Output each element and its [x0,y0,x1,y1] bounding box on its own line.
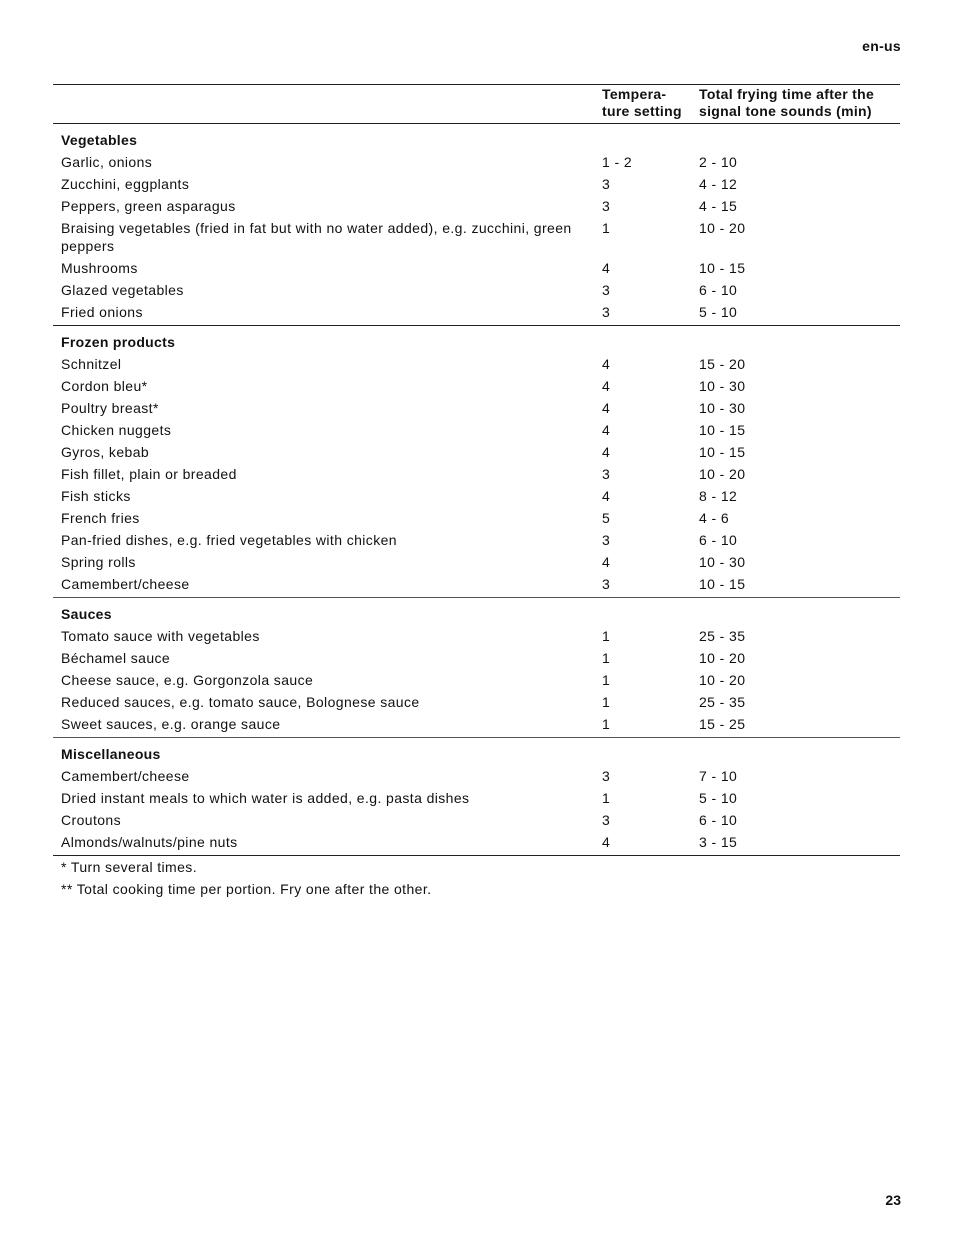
table-row [53,399,900,421]
table-section [53,738,900,856]
frying-table [53,84,900,856]
time-cell: 4 - 6 [699,510,730,526]
header-temperature-line1: Tempera- [602,86,667,102]
page-number: 23 [885,1192,901,1208]
food-cell: Garlic, onions [61,154,153,170]
temperature-cell: 3 [602,466,611,482]
food-cell: Reduced sauces, e.g. tomato sauce, Bolognese sauce [61,694,420,710]
food-cell: Béchamel sauce [61,650,171,666]
food-cell: Cheese sauce, e.g. Gorgonzola sauce [61,672,314,688]
table-row [53,355,900,377]
table-row [53,531,900,553]
time-cell: 6 - 10 [699,282,738,298]
table-row [53,303,900,325]
food-cell: Dried instant meals to which water is added, e.g. pasta dishes [61,790,470,806]
footnote: ** Total cooking time per portion. Fry one after the other. [61,881,432,897]
time-cell: 7 - 10 [699,768,738,784]
time-cell: 15 - 25 [699,716,746,732]
temperature-cell: 1 - 2 [602,154,633,170]
temperature-cell: 4 [602,554,611,570]
table-row [53,175,900,197]
food-cell: Pan-fried dishes, e.g. fried vegetables with chicken [61,532,397,548]
table-row [53,767,900,789]
food-cell: Cordon bleu* [61,378,148,394]
table-row [53,421,900,443]
table-row [53,649,900,671]
table-section [53,326,900,598]
table-row [53,671,900,693]
time-cell: 10 - 15 [699,444,746,460]
food-cell: Peppers, green asparagus [61,198,236,214]
food-cell: Fish sticks [61,488,131,504]
table-row [53,715,900,737]
temperature-cell: 1 [602,220,611,236]
time-cell: 2 - 10 [699,154,738,170]
time-cell: 5 - 10 [699,304,738,320]
header-time-line1: Total frying time after the [699,86,875,102]
food-cell: Camembert/cheese [61,576,190,592]
time-cell: 10 - 30 [699,378,746,394]
food-cell: Sweet sauces, e.g. orange sauce [61,716,281,732]
time-cell: 10 - 20 [699,220,746,236]
section-title: Vegetables [61,132,138,148]
food-cell: French fries [61,510,140,526]
temperature-cell: 3 [602,576,611,592]
table-row [53,219,900,259]
header-frying-time [699,86,874,120]
header-time-line2: signal tone sounds (min) [699,103,872,119]
temperature-cell: 5 [602,510,611,526]
food-cell: Chicken nuggets [61,422,172,438]
food-cell: Mushrooms [61,260,138,276]
header-temperature [602,86,682,120]
temperature-cell: 3 [602,304,611,320]
temperature-cell: 4 [602,488,611,504]
temperature-cell: 1 [602,694,611,710]
temperature-cell: 4 [602,834,611,850]
temperature-cell: 3 [602,176,611,192]
time-cell: 15 - 20 [699,356,746,372]
table-body [53,124,900,856]
table-section [53,124,900,326]
temperature-cell: 4 [602,400,611,416]
table-row [53,693,900,715]
time-cell: 10 - 15 [699,576,746,592]
section-title: Frozen products [61,334,176,350]
table-row [53,443,900,465]
time-cell: 6 - 10 [699,532,738,548]
food-cell: Zucchini, eggplants [61,176,190,192]
food-cell: Almonds/walnuts/pine nuts [61,834,238,850]
temperature-cell: 1 [602,790,611,806]
time-cell: 25 - 35 [699,628,746,644]
section-title: Miscellaneous [61,746,161,762]
table-row [53,153,900,175]
header-temperature-line2: ture setting [602,103,682,119]
temperature-cell: 1 [602,650,611,666]
time-cell: 10 - 20 [699,672,746,688]
temperature-cell: 1 [602,716,611,732]
food-cell: Croutons [61,812,122,828]
time-cell: 4 - 12 [699,176,738,192]
food-cell: Tomato sauce with vegetables [61,628,260,644]
table-row [53,627,900,649]
temperature-cell: 3 [602,282,611,298]
table-row [53,509,900,531]
footnotes [61,856,431,900]
table-section [53,598,900,738]
time-cell: 10 - 15 [699,422,746,438]
time-cell: 10 - 20 [699,650,746,666]
food-cell: Poultry breast* [61,400,159,416]
temperature-cell: 4 [602,260,611,276]
table-row [53,789,900,811]
section-title: Sauces [61,606,112,622]
table-row [53,377,900,399]
table-row [53,259,900,281]
food-cell: Spring rolls [61,554,136,570]
table-row [53,487,900,509]
table-row [53,575,900,597]
temperature-cell: 4 [602,356,611,372]
food-cell: Schnitzel [61,356,122,372]
temperature-cell: 1 [602,672,611,688]
food-cell: Gyros, kebab [61,444,150,460]
table-row [53,811,900,833]
time-cell: 4 - 15 [699,198,738,214]
table-row [53,197,900,219]
food-cell: Glazed vegetables [61,282,184,298]
food-cell: Braising vegetables (fried in fat but with no water added), e.g. zucchini, green peppers [61,220,572,254]
temperature-cell: 3 [602,532,611,548]
time-cell: 8 - 12 [699,488,738,504]
table-row [53,281,900,303]
table-row [53,833,900,855]
time-cell: 10 - 20 [699,466,746,482]
temperature-cell: 4 [602,378,611,394]
table-row [53,553,900,575]
food-cell: Fried onions [61,304,143,320]
time-cell: 25 - 35 [699,694,746,710]
food-cell: Fish fillet, plain or breaded [61,466,237,482]
table-row [53,465,900,487]
temperature-cell: 3 [602,198,611,214]
table-header [53,85,900,124]
food-cell: Camembert/cheese [61,768,190,784]
temperature-cell: 3 [602,812,611,828]
temperature-cell: 3 [602,768,611,784]
footnote: * Turn several times. [61,859,197,875]
time-cell: 10 - 30 [699,400,746,416]
language-code: en-us [862,38,901,54]
temperature-cell: 4 [602,422,611,438]
time-cell: 10 - 15 [699,260,746,276]
time-cell: 5 - 10 [699,790,738,806]
time-cell: 3 - 15 [699,834,738,850]
temperature-cell: 1 [602,628,611,644]
time-cell: 10 - 30 [699,554,746,570]
time-cell: 6 - 10 [699,812,738,828]
temperature-cell: 4 [602,444,611,460]
